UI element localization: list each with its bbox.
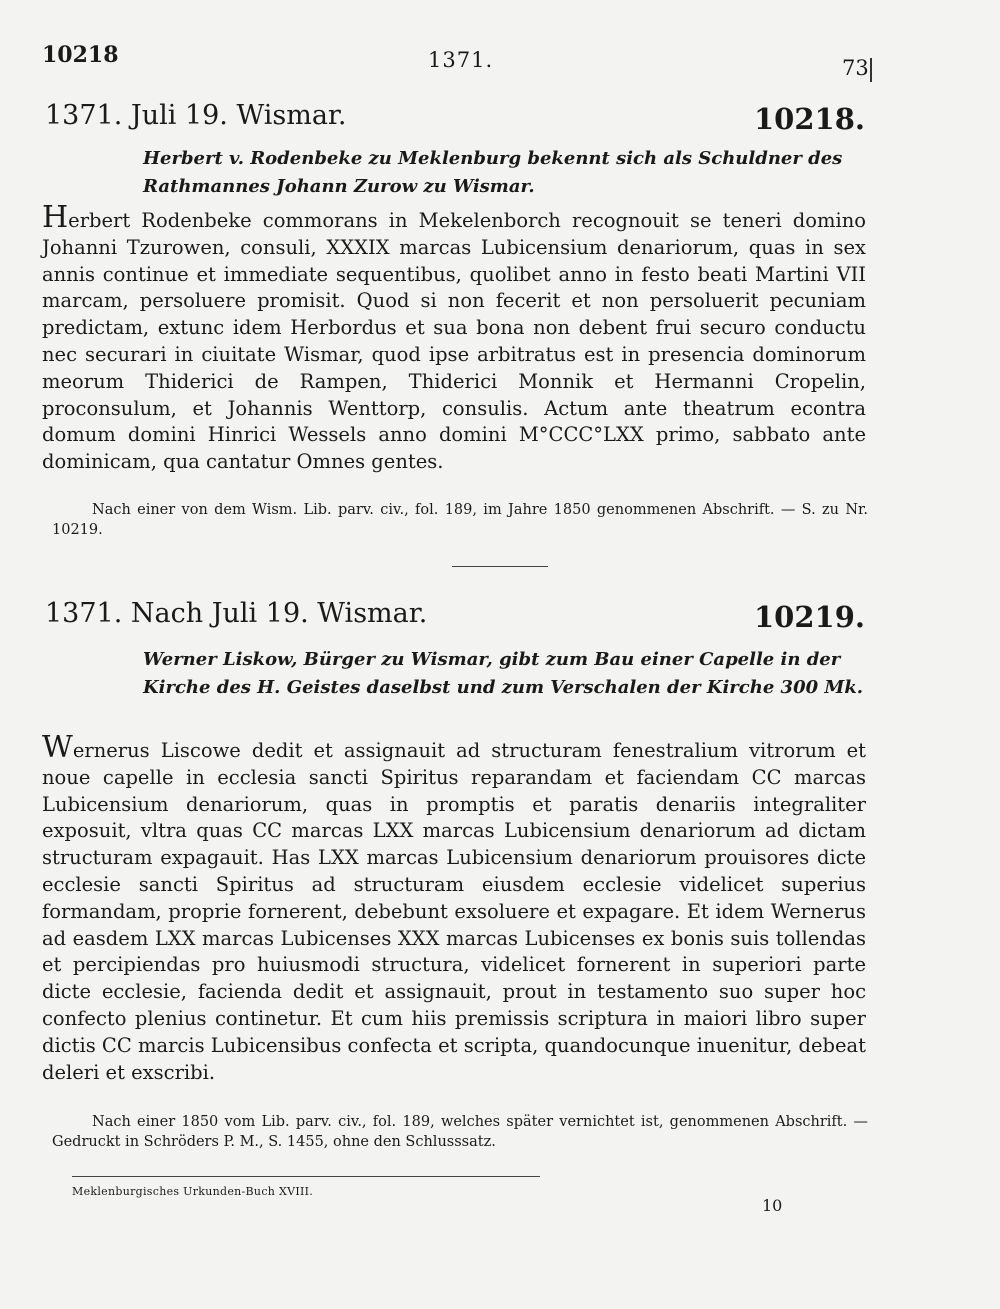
- entry-text-body: erbert Rodenbeke commorans in Mekelenborch recognouit se teneri domino Johanni Tzurowen, consuli, XXXIX marcas Lubicensium denariorum, quas in sex annis continue et immediate sequentibus, quolibet anno in festo beati Martini VII marcam, persoluere promisit. Quod si non fecerit et non persoluerit pecuniam predictam, extunc idem Herbordus et sua bona non debent frui securo conductu nec securari in ciuitate Wismar, quod ipse arbitratus est in presencia dominorum meorum Thiderici de Rampen, Thiderici Monnik et Hermanni Cropelin, proconsulum, et Johannis Wenttorp, consulis. Actum ante theatrum econtra domum domini Hinrici Wessels anno domini M°CCC°LXX primo, sabbato ante dominicam, qua cantatur Omnes gentes.: [42, 209, 866, 474]
- entry-header-10218: [45, 100, 865, 140]
- entry-text: [42, 200, 866, 476]
- entry-number: 10218.: [754, 102, 865, 136]
- footer-signature: 10: [762, 1196, 783, 1215]
- source-note-text: Nach einer von dem Wism. Lib. parv. civ., fol. 189, im Jahre 1850 genommenen Abschrift. — S. zu Nr. 10219.: [52, 502, 868, 538]
- entry-header-10219: [45, 598, 865, 638]
- margin-rule: [870, 58, 872, 82]
- running-head-left: 10218: [42, 42, 119, 68]
- initial-letter: H: [42, 200, 69, 235]
- footer-series-title: Meklenburgisches Urkunden-Buch XVIII.: [72, 1185, 314, 1198]
- running-head-year: 1371.: [428, 48, 494, 72]
- source-note-text: Nach einer 1850 vom Lib. parv. civ., fol. 189, welches später vernichtet ist, genommenen Abschrift. — Gedruckt in Schröders P. M., S. 1455, ohne den Schlusssatz.: [52, 1114, 868, 1150]
- footer-rule: [72, 1176, 540, 1177]
- entry-date: 1371. Nach Juli 19. Wismar.: [45, 598, 428, 629]
- page-number: 73: [842, 56, 869, 80]
- entry-summary: Werner Liskow, Bürger zu Wismar, gibt zum Bau einer Capelle in der Kirche des H. Geistes daselbst und zum Verschalen der Kirche 300 Mk.: [143, 649, 864, 698]
- entry-summary: Herbert v. Rodenbeke zu Meklenburg bekennt sich als Schuldner des Rathmannes Johann Zurow zu Wismar.: [143, 148, 843, 197]
- initial-letter: W: [42, 730, 73, 765]
- entry-source-note: [52, 1112, 868, 1152]
- entry-separator: [452, 566, 548, 567]
- entry-source-note: [52, 500, 868, 540]
- entry-date: 1371. Juli 19. Wismar.: [45, 100, 347, 131]
- running-head: [42, 42, 872, 82]
- entry-text-body: ernerus Liscowe dedit et assignauit ad structuram fenestralium vitrorum et noue capelle in ecclesia sancti Spiritus reparandam et faciendam CC marcas Lubicensium denariorum, quas in promptis et paratis denariis integraliter exposuit, vltra quas CC marcas LXX marcas Lubicensium denariorum ad dictam structuram expagauit. Has LXX marcas Lubicensium denariorum prouisores dicte ecclesie sancti Spiritus ad structuram eiusdem ecclesie videlicet superius formandam, proprie fornerent, debebunt exsoluere et expagare. Et idem Wernerus ad easdem LXX marcas Lubicenses XXX marcas Lubicenses ex bonis suis tollendas et percipiendas pro huiusmodi structura, videlicet fornerent in superiori parte dicte ecclesie, facienda dedit et assignauit, prout in testamento suo super hoc confecto plenius continetur. Et cum hiis premissis scriptura in maiori libro super dictis CC marcis Lubicensibus confecta et scripta, quandocunque inuenitur, debeat deleri et exscribi.: [42, 739, 866, 1084]
- entry-text: [42, 730, 866, 1086]
- entry-number: 10219.: [754, 600, 865, 634]
